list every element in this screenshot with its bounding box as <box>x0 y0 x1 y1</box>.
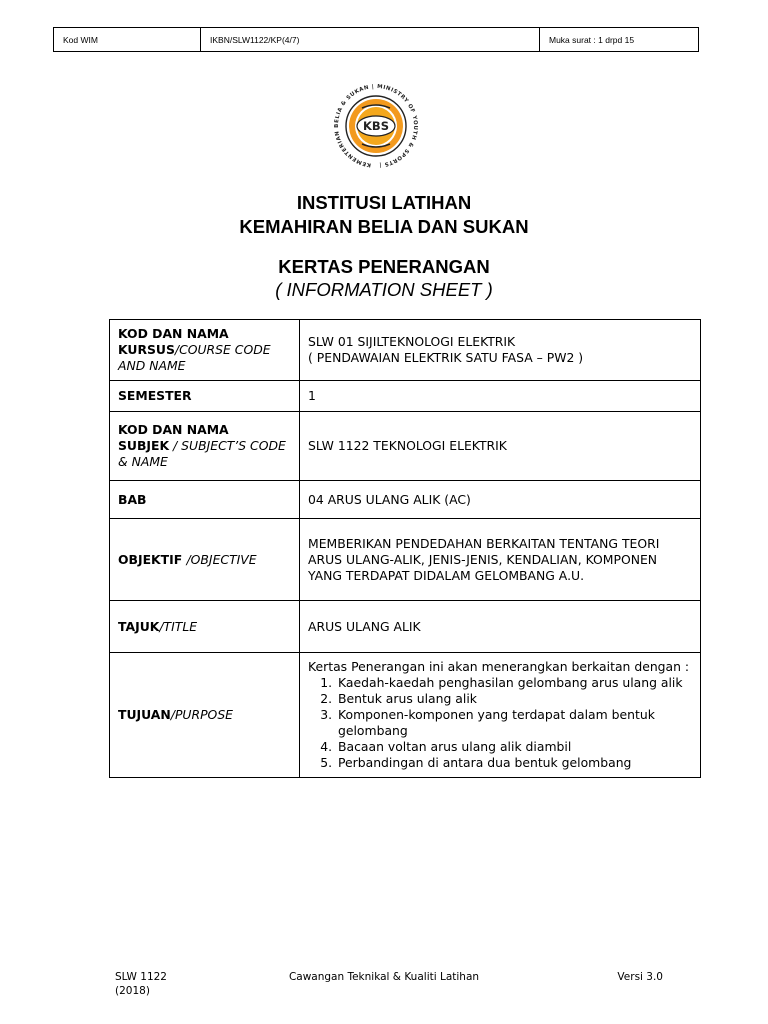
purpose-value <box>300 653 701 778</box>
semester-label: SEMESTER <box>110 381 300 412</box>
table-row-course <box>110 320 701 381</box>
subject-value: SLW 1122 TEKNOLOGI ELEKTRIK <box>300 412 701 481</box>
objective-value: MEMBERIKAN PENDEDAHAN BERKAITAN TENTANG TEORI ARUS ULANG-ALIK, JENIS-JENIS, KENDALIAN, KOMPONEN YANG TERDAPAT DIDALAM GELOMBANG A.U. <box>300 519 701 601</box>
institution-title-line2: KEMAHIRAN BELIA DAN SUKAN <box>239 216 529 237</box>
title-label: TAJUK/TITLE <box>110 601 300 653</box>
table-row-title <box>110 601 701 653</box>
document-code: IKBN/SLW1122/KP(4/7) <box>201 28 540 51</box>
table-row-semester <box>110 381 701 412</box>
footer-version: Versi 3.0 <box>617 971 663 983</box>
logo-center-text: KBS <box>363 119 389 133</box>
course-label: KOD DAN NAMA KURSUS/COURSE CODE AND NAME <box>110 320 300 381</box>
table-row-purpose <box>110 653 701 778</box>
kod-wim-label: Kod WIM <box>54 28 201 51</box>
objective-label: OBJEKTIF /OBJECTIVE <box>110 519 300 601</box>
kbs-logo-icon <box>322 80 430 172</box>
logo-ring-text: KEMENTERIAN BELIA & SUKAN | MINISTRY OF YOUTH & SPORTS | <box>333 83 419 168</box>
table-row-objective <box>110 519 701 601</box>
course-value: SLW 01 SIJILTEKNOLOGI ELEKTRIK ( PENDAWAIAN ELEKTRIK SATU FASA – PW2 ) <box>300 320 701 381</box>
bab-label: BAB <box>110 481 300 519</box>
document-subtitle: ( INFORMATION SHEET ) <box>275 279 493 300</box>
table-row-subject <box>110 412 701 481</box>
subject-label: KOD DAN NAMA SUBJEK / SUBJECT’S CODE & NAME <box>110 412 300 481</box>
footer-department: Cawangan Teknikal & Kualiti Latihan <box>288 971 480 983</box>
list-item: 5. Perbandingan di antara dua bentuk gelombang <box>336 755 692 771</box>
list-item: 2. Bentuk arus ulang alik <box>336 691 692 707</box>
list-item: 1. Kaedah-kaedah penghasilan gelombang arus ulang alik <box>336 675 692 691</box>
list-item: 3. Komponen-komponen yang terdapat dalam bentuk gelombang <box>336 707 692 739</box>
list-item: 4. Bacaan voltan arus ulang alik diambil <box>336 739 692 755</box>
purpose-label: TUJUAN/PURPOSE <box>110 653 300 778</box>
purpose-list <box>308 675 692 771</box>
semester-value: 1 <box>300 381 701 412</box>
information-table <box>109 319 701 778</box>
institution-title-line1: INSTITUSI LATIHAN <box>296 192 472 213</box>
purpose-intro: Kertas Penerangan ini akan menerangkan berkaitan dengan : <box>308 659 690 674</box>
document-header <box>53 27 699 52</box>
page-info: Muka surat : 1 drpd 15 <box>549 34 635 45</box>
footer-code: SLW 1122 (2018) <box>115 971 167 997</box>
table-row-bab <box>110 481 701 519</box>
title-value: ARUS ULANG ALIK <box>300 601 701 653</box>
document-title: KERTAS PENERANGAN <box>278 256 490 277</box>
bab-value: 04 ARUS ULANG ALIK (AC) <box>300 481 701 519</box>
